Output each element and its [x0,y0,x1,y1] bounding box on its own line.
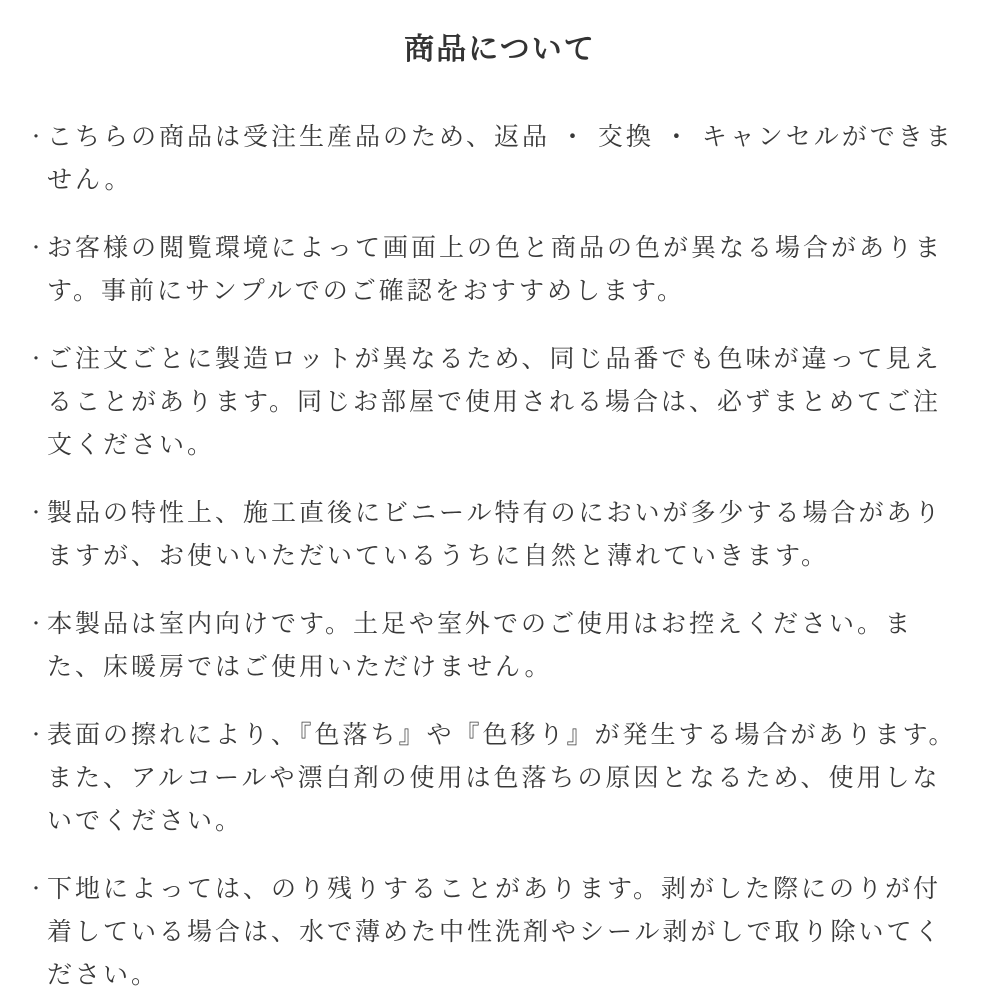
bullet-item [27,603,965,689]
bullet-marker: ・ [27,238,45,258]
bullet-text: お客様の閲覧環境によって画面上の色と商品の色が異なる場合があります。事前にサンプルでのご確認をおすすめします。 [47,234,944,305]
bullet-item [27,227,965,313]
bullet-item [27,714,965,843]
bullet-list [27,116,965,997]
bullet-marker: ・ [27,614,45,634]
bullet-marker: ・ [27,879,45,899]
bullet-item [27,492,965,578]
bullet-text: こちらの商品は受注生産品のため、返品 ・ 交換 ・ キャンセルができません。 [47,123,954,194]
bullet-marker: ・ [27,349,45,369]
bullet-text: 下地によっては、のり残りすることがあります。剥がした際にのりが付着している場合は、水で薄めた中性洗剤やシール剥がしで取り除いてください。 [47,875,943,989]
bullet-text: ご注文ごとに製造ロットが異なるため、同じ品番でも色味が違って見えることがあります。同じお部屋で使用される場合は、必ずまとめてご注文ください。 [47,345,942,459]
bullet-item [27,868,965,997]
bullet-marker: ・ [27,725,45,745]
bullet-marker: ・ [27,127,45,147]
bullet-text: 表面の擦れにより、『色落ち』や『色移り』が発生する場合があります。また、アルコールや漂白剤の使用は色落ちの原因となるため、使用しないでください。 [47,721,957,835]
bullet-text: 本製品は室内向けです。土足や室外でのご使用はお控えください。また、床暖房ではご使用いただけません。 [47,610,914,681]
bullet-item [27,338,965,467]
bullet-marker: ・ [27,503,45,523]
page-title: 商品について [404,33,596,66]
bullet-text: 製品の特性上、施工直後にビニール特有のにおいが多少する場合がありますが、お使いいただいているうちに自然と薄れていきます。 [47,499,943,570]
bullet-item [27,116,965,202]
